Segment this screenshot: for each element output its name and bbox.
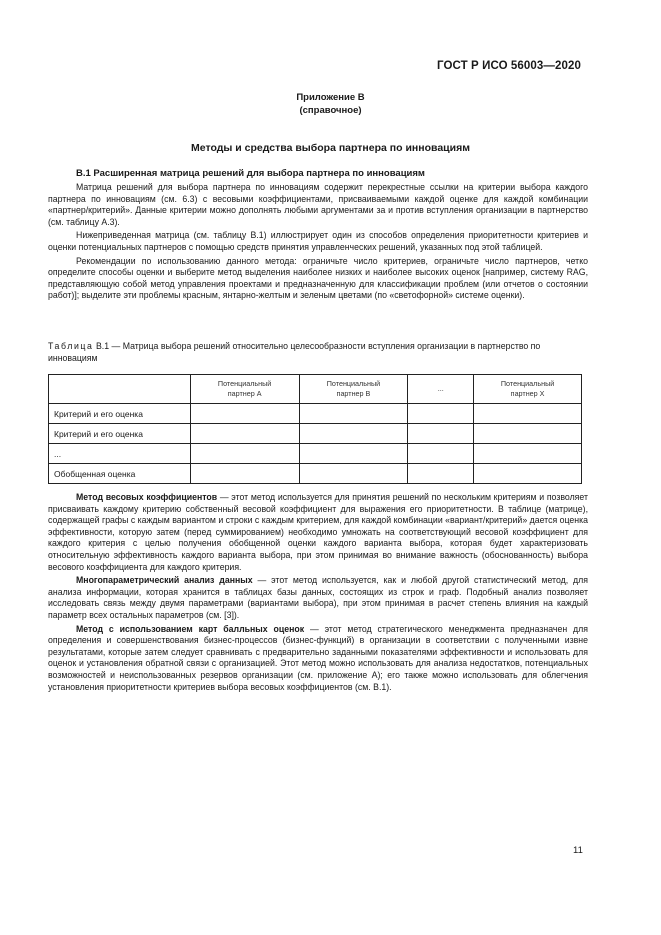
table-cell bbox=[408, 424, 474, 444]
table-cell bbox=[474, 464, 582, 484]
method-text: — этот метод используется для принятия решений по нескольким критериям и позволяет присваивать каждому критерию собственный весовой коэффициент для выражения его приоритетности. В таблице (матрице), содержащей графы с каждым вариантом и строки с каждым критерием, для каждой комбинации «вариант/критерий» дается оценка эффективности, которую затем (перед суммированием) необходимо умножать на соответствующий весовой коэффициент для каждого критерия с целью получения обобщенной оценки каждого варианта выбора, которая будет характеризовать относительную эффективность каждого варианта выбора, при этом принимая во внимание важность (обоснованность) выбора весового коэффициента для каждого критерия. bbox=[48, 492, 588, 572]
row-label: Обобщенная оценка bbox=[49, 464, 191, 484]
table-cell bbox=[408, 444, 474, 464]
method-term: Метод с использованием карт балльных оценок bbox=[76, 623, 305, 634]
method-text: — этот метод стратегического менеджмента предназначен для определения и совершенствования бизнес-процессов (бизнес-функций) в организации в соответствии с полученными извне результатами, которые затем следует сравнивать с предварительно заданными показателями эффективности и использовать для оценок и установления обратной связи с организацией. Этот метод можно использовать для анализа недостатков, потенциальных возможностей и неиспользованных резервов организации (см. приложение А); его также можно использовать для облегчения установления приоритетности критериев выбора весовых коэффициентов (см. В.1). bbox=[48, 623, 588, 692]
table-caption bbox=[48, 341, 588, 364]
table-header-empty bbox=[49, 375, 191, 404]
method-paragraph bbox=[48, 624, 588, 694]
table-cell bbox=[408, 404, 474, 424]
table-row bbox=[49, 404, 582, 424]
standard-number: ГОСТ Р ИСО 56003—2020 bbox=[436, 60, 581, 72]
table-cell bbox=[299, 444, 408, 464]
methods-body bbox=[48, 492, 588, 693]
decision-matrix-table bbox=[48, 374, 582, 484]
method-text: — этот метод используется, как и любой другой статистический метод, для анализа информации, которая хранится в таблицах базы данных, состоящих из строк и граф. Подобный анализ позволяет исследовать связь между двумя параметрами (вариантами выбора), при этом принимая в расчет степень влияния на каждый параметр всех остальных параметров (см. [3]). bbox=[48, 575, 589, 620]
annex-title: Приложение В bbox=[296, 92, 365, 103]
page-number: 11 bbox=[573, 845, 583, 856]
table-cell bbox=[299, 404, 408, 424]
table-cell bbox=[299, 424, 408, 444]
section-body bbox=[48, 182, 588, 302]
method-term: Метод весовых коэффициентов bbox=[76, 492, 218, 502]
table-header-cell: ... bbox=[408, 375, 474, 404]
annex-heading: Методы и средства выбора партнера по инновациям bbox=[191, 142, 470, 154]
table-row bbox=[49, 444, 582, 464]
paragraph: Матрица решений для выбора партнера по инновациям содержит перекрестные ссылки на критерии выбора каждого партнера по инновациям (см. 6.3) с весовыми коэффициентами, присваиваемыми каждой оценке для каждой комбинации «партнер/критерий». Данные критерии можно дополнять любыми аргументами за и против вступления организации в партнерство (см. таблицу А.3). bbox=[48, 182, 588, 227]
table-cell bbox=[190, 444, 299, 464]
table-cell bbox=[474, 404, 582, 424]
table-header-cell: Потенциальный партнер В bbox=[299, 375, 408, 404]
table-row bbox=[49, 424, 582, 444]
annex-subtitle: (справочное) bbox=[299, 105, 362, 116]
table-cell bbox=[474, 444, 582, 464]
table-cell bbox=[299, 464, 408, 484]
paragraph: Нижеприведенная матрица (см. таблицу В.1) иллюстрирует один из способов определения приоритетности критериев и оценки потенциальных партнеров с помощью средств принятия управленческих решений, указанных под этой таблицей. bbox=[48, 230, 588, 252]
method-paragraph bbox=[48, 492, 588, 573]
table-header-cell: Потенциальный партнер Х bbox=[474, 375, 582, 404]
annex-label bbox=[0, 91, 661, 117]
row-label: Критерий и его оценка bbox=[49, 424, 191, 444]
paragraph: Рекомендации по использованию данного метода: ограничьте число критериев, ограничьте число партнеров, четко определите способы оценки и выберите метод выделения наиболее низких и наиболее высоких оценок [например, систему RAG, представляющую собой метод управления проектами и предназначенную для классификации проблем (или отчетов о состоянии работ)]; выделите эти проблемы красным, янтарно-желтым и зеленым цветами (по «светофорной» системе оценки). bbox=[48, 255, 588, 301]
section-heading: В.1 Расширенная матрица решений для выбора партнера по инновациям bbox=[76, 168, 425, 179]
method-paragraph bbox=[48, 575, 588, 621]
table-row bbox=[49, 464, 582, 484]
table-cell bbox=[408, 464, 474, 484]
row-label: ... bbox=[49, 444, 191, 464]
table-cell bbox=[190, 424, 299, 444]
row-label: Критерий и его оценка bbox=[49, 404, 191, 424]
method-term: Многопараметрический анализ данных bbox=[76, 575, 253, 586]
table-header-row bbox=[49, 375, 582, 404]
table-cell bbox=[190, 404, 299, 424]
table-caption-text: В.1 — Матрица выбора решений относительно целесообразности вступления организации в партнерство по инновациям bbox=[48, 341, 541, 363]
table-header-cell: Потенциальный партнер А bbox=[190, 375, 299, 404]
table-caption-prefix: Таблица bbox=[48, 341, 94, 351]
table-cell bbox=[190, 464, 299, 484]
table-cell bbox=[474, 424, 582, 444]
